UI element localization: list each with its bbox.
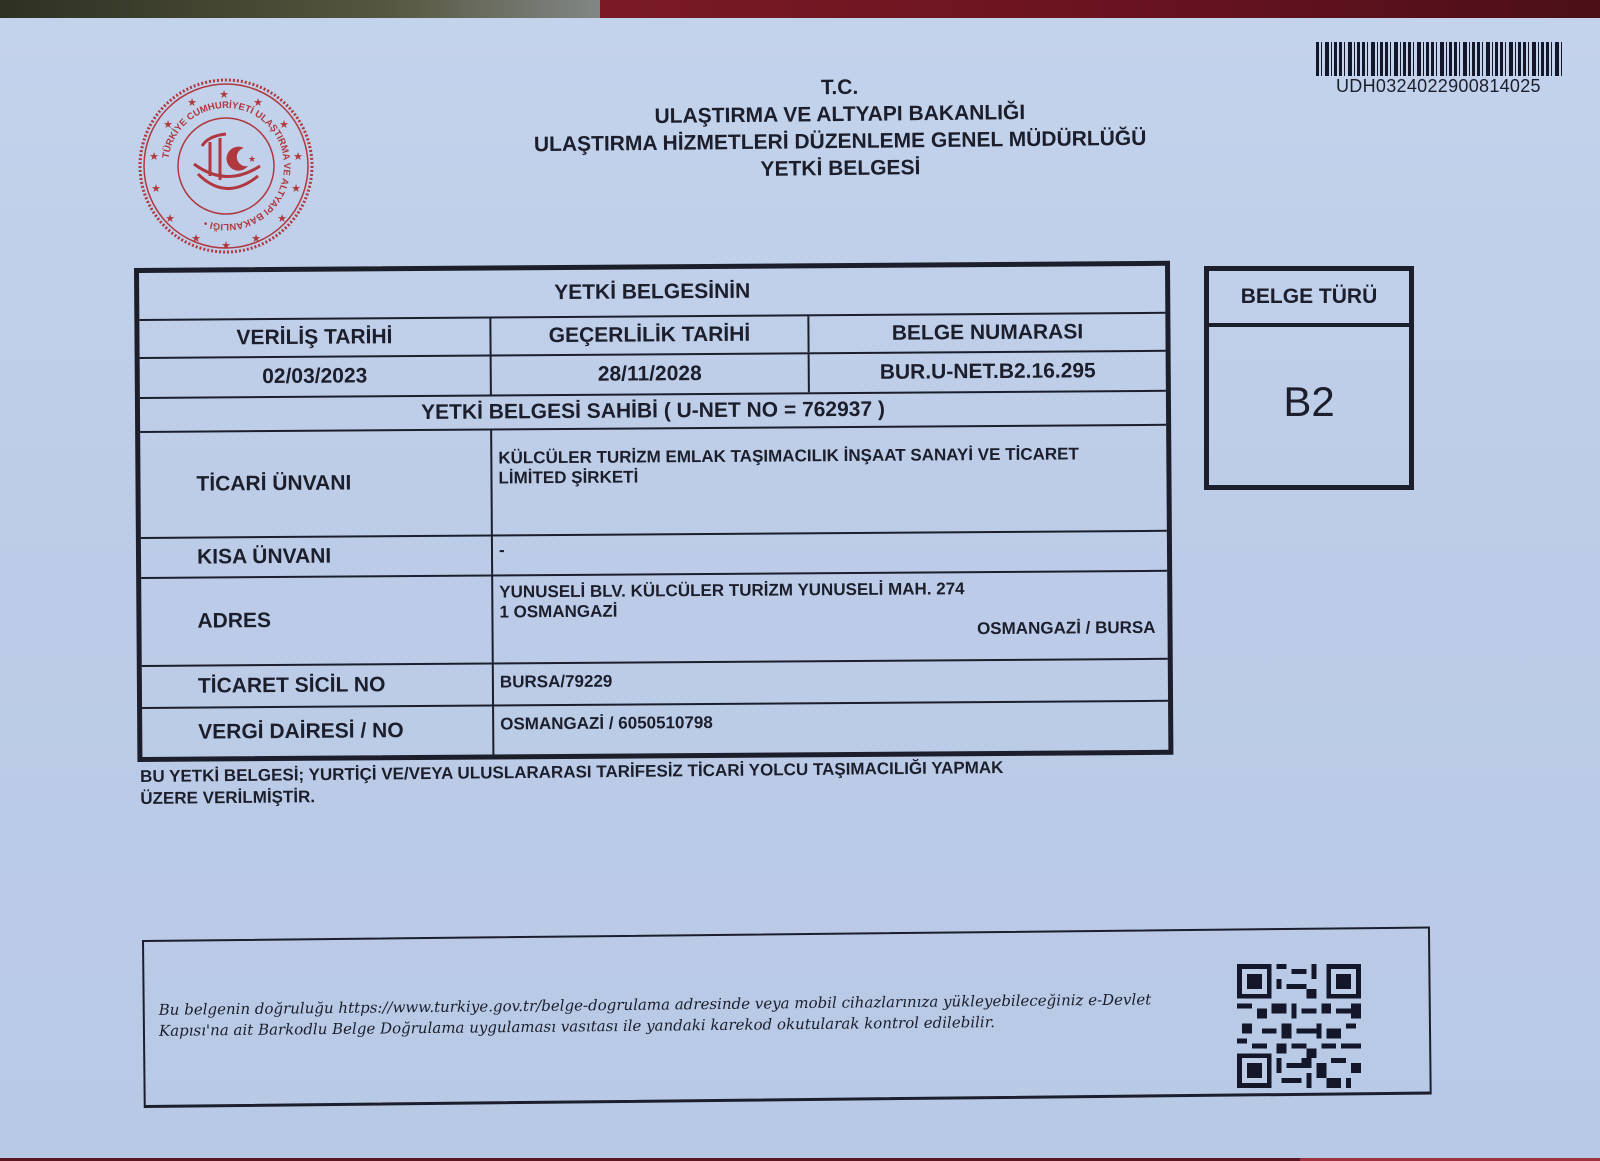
owner-heading: YETKİ BELGESİ SAHİBİ ( U-NET NO = 762937 ) — [420, 397, 886, 424]
svg-text:★: ★ — [219, 88, 229, 101]
certificate-table — [134, 261, 1173, 762]
label-trade-registry-no: TİCARET SİCİL NO — [197, 673, 386, 698]
column-header-document-number: BELGE NUMARASI — [807, 314, 1165, 352]
svg-text:★: ★ — [191, 232, 201, 245]
svg-text:★: ★ — [291, 182, 301, 195]
document-type-title: BELGE TÜRÜ — [1209, 271, 1409, 327]
table-row — [141, 570, 1168, 665]
trade-name-line1: KÜLCÜLER TURİZM EMLAK TAŞIMACILIK İNŞAAT SANAYİ VE TİCARET — [498, 444, 1079, 468]
validity-date: 28/11/2028 — [490, 354, 808, 394]
header-directorate: ULAŞTIRMA HİZMETLERİ DÜZENLEME GENEL MÜDÜRLÜĞÜ — [533, 126, 1147, 157]
verification-line2: Kapısı'na ait Barkodlu Belge Doğrulama uygulaması vasıtası ile yandaki karekod okutularak kontrol edilebilir. — [158, 1013, 996, 1040]
statement-line2: ÜZERE VERİLMİŞTİR. — [140, 787, 316, 808]
address-line1: YUNUSELİ BLV. KÜLCÜLER TURİZM YUNUSELİ MAH. 274 — [499, 579, 965, 602]
label-trade-name: TİCARİ ÜNVANI — [196, 471, 352, 496]
table-row — [140, 424, 1167, 537]
trade-registry-no: BURSA/79229 — [499, 671, 613, 692]
address-city: OSMANGAZİ / BURSA — [976, 617, 1156, 639]
table-row — [141, 530, 1167, 577]
svg-text:★: ★ — [293, 150, 303, 163]
svg-text:★: ★ — [253, 96, 263, 109]
document-header — [479, 70, 1200, 186]
table-title: YETKİ BELGESİNİN — [554, 279, 751, 305]
issue-date: 02/03/2023 — [262, 364, 368, 389]
svg-text:★: ★ — [277, 212, 287, 225]
statement-line1: BU YETKİ BELGESİ; YURTİÇİ VE/VEYA ULUSLARARASI TARİFESİZ TİCARİ YOLCU TAŞIMACILIĞI YAPMAK — [140, 757, 1004, 786]
table-row — [142, 658, 1168, 707]
trade-name-line2: LİMİTED ŞİRKETİ — [498, 467, 639, 488]
header-ministry: ULAŞTIRMA VE ALTYAPI BAKANLIĞI — [654, 101, 1026, 128]
barcode-number: UDH0324022900814025 — [1336, 76, 1541, 96]
short-name-value: - — [498, 540, 505, 560]
label-address: ADRES — [197, 609, 272, 633]
label-tax-office: VERGİ DAİRESİ / NO — [198, 719, 404, 744]
address-line2: 1 OSMANGAZİ — [499, 601, 618, 622]
label-short-name: KISA ÜNVANI — [196, 544, 332, 569]
document-type-value: B2 — [1283, 378, 1335, 425]
svg-text:★: ★ — [251, 232, 261, 245]
background-red-folder — [600, 0, 1600, 18]
header-tc: T.C. — [820, 75, 859, 100]
header-title: YETKİ BELGESİ — [760, 156, 921, 181]
svg-text:TÜRKİYE CUMHURİYETİ ULAŞTIRMA: TÜRKİYE CUMHURİYETİ ULAŞTIRMA VE ALTYAPI BAKANLIĞI • — [160, 99, 293, 233]
svg-text:★: ★ — [248, 155, 257, 165]
svg-text:★: ★ — [151, 182, 161, 195]
svg-text:★: ★ — [149, 150, 159, 163]
svg-text:★: ★ — [221, 239, 231, 252]
barcode-icon — [1316, 42, 1564, 76]
svg-text:★: ★ — [165, 212, 175, 225]
table-row — [142, 700, 1168, 757]
ministry-seal-icon — [136, 76, 316, 256]
column-header-issue-date: VERİLİŞ TARİHİ — [236, 325, 393, 350]
verification-line1: Bu belgenin doğruluğu https://www.turkiye.gov.tr/belge-dogrulama adresinde veya mobil cihazlarınıza yükleyebileceğiniz e-Devlet — [158, 990, 1152, 1019]
svg-text:★: ★ — [163, 118, 173, 131]
document-type-box — [1204, 266, 1414, 490]
document-number: BUR.U-NET.B2.16.295 — [808, 352, 1166, 392]
verification-text — [159, 989, 1179, 1042]
qr-code-icon[interactable] — [1234, 964, 1364, 1088]
column-header-validity-date: GEÇERLİLİK TARİHİ — [489, 316, 807, 354]
svg-text:★: ★ — [279, 118, 289, 131]
certificate-paper — [0, 18, 1600, 1158]
authorization-statement — [140, 755, 1180, 810]
svg-text:★: ★ — [187, 96, 197, 109]
tax-office-no: OSMANGAZİ / 6050510798 — [500, 712, 713, 734]
